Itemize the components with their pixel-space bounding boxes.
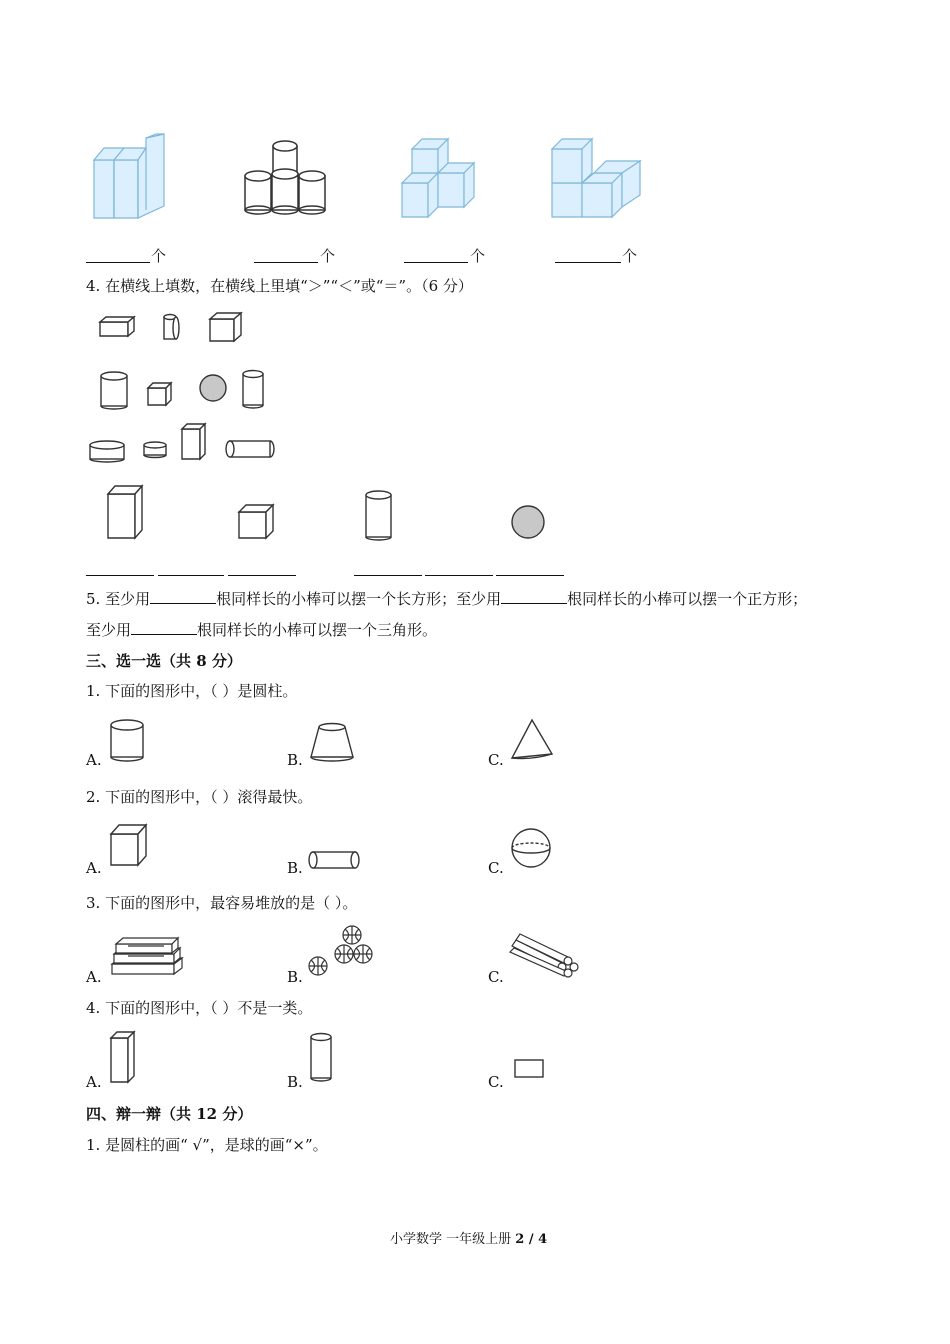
figure-cylinder-stack (243, 140, 333, 220)
q3-blank-3[interactable] (404, 262, 468, 263)
figure-cube-stack-4 (550, 135, 650, 220)
q4-blank-1[interactable] (86, 575, 154, 576)
q4-blank-6[interactable] (496, 575, 564, 576)
s3-q2-option-b[interactable]: B. (287, 859, 303, 877)
cylinder-icon (98, 370, 130, 410)
q5-part3-post: 根同样长的小棒可以摆一个三角形。 (197, 621, 438, 639)
s3-q1-text: 1. 下面的图形中，（ ）是圆柱。 (86, 682, 298, 700)
s3-q3-option-a[interactable]: A. (86, 968, 102, 986)
q4-question: 4. 在横线上填数，在横线上里填“＞”“＜”或“＝”。（6 分） (86, 277, 473, 295)
q5-blank-square[interactable] (501, 589, 567, 604)
q3-unit-3: 个 (470, 247, 486, 265)
q5-blank-triangle[interactable] (131, 620, 197, 635)
rectangle-icon (513, 1058, 545, 1080)
cuboid-icon (98, 316, 138, 338)
s3-q1-option-a[interactable]: A. (86, 751, 102, 769)
s4-q1-text: 1. 是圆柱的画“ √”，是球的画“×”。 (86, 1136, 328, 1154)
q4-blank-3[interactable] (228, 575, 296, 576)
s3-q2-option-c[interactable]: C. (488, 859, 504, 877)
cuboid-tall-icon (180, 423, 210, 463)
cylinder-big-icon (363, 489, 395, 541)
cube-icon (108, 822, 150, 868)
s3-q2-text: 2. 下面的图形中，（ ）滚得最快。 (86, 788, 313, 806)
stacked-books-icon (108, 934, 184, 978)
s3-q4-text: 4. 下面的图形中，（ ）不是一类。 (86, 999, 313, 1017)
footer-text: 小学数学 一年级上册 (390, 1232, 516, 1247)
section3-title: 三、选一选（共 8 分） (86, 652, 242, 670)
s3-q3-option-b[interactable]: B. (287, 968, 303, 986)
q4-blank-5[interactable] (425, 575, 493, 576)
s3-q4-option-a[interactable]: A. (86, 1073, 102, 1091)
cube-icon (208, 311, 244, 345)
cylinder-flat-small-icon (142, 440, 170, 460)
cylinder-tall-icon (240, 369, 266, 409)
cylinder-flat-icon (88, 439, 128, 465)
sphere-icon (510, 827, 554, 871)
cylinder-lying-icon (224, 438, 276, 462)
q3-unit-4: 个 (622, 247, 638, 265)
cuboid-big-icon (105, 484, 145, 542)
s3-q3-option-c[interactable]: C. (488, 968, 504, 986)
q5-line-1 (86, 589, 807, 609)
q5-blank-rectangle[interactable] (150, 589, 216, 604)
q4-blank-2[interactable] (158, 575, 224, 576)
cube-small-icon (146, 381, 174, 407)
s3-q3-text: 3. 下面的图形中，最容易堆放的是（ ）。 (86, 894, 358, 912)
q3-unit-2: 个 (320, 247, 336, 265)
cylinder-lying-icon (307, 849, 363, 873)
q3-unit-1: 个 (151, 247, 167, 265)
q5-part2-post: 根同样长的小棒可以摆一个正方形； (567, 590, 808, 608)
s3-q4-option-c[interactable]: C. (488, 1073, 504, 1091)
frustum-icon (307, 721, 357, 763)
page-footer (390, 1228, 547, 1247)
q5-part1-pre: 5. 至少用 (86, 590, 151, 608)
cylinder-tall-icon (308, 1032, 336, 1084)
cylinder-short-icon (160, 313, 184, 343)
q5-part3-pre: 至少用 (86, 621, 132, 639)
cuboid-tall-icon (108, 1030, 140, 1086)
s3-q1-option-c[interactable]: C. (488, 751, 504, 769)
figure-cube-stack-1 (90, 130, 170, 220)
figure-cube-stack-3 (398, 135, 488, 220)
cone-icon (508, 718, 558, 764)
cube-big-icon (236, 503, 276, 541)
s3-q1-option-b[interactable]: B. (287, 751, 303, 769)
section4-title: 四、辩一辩（共 12 分） (86, 1105, 253, 1123)
q5-line-2 (86, 620, 437, 640)
ball-big-icon (510, 504, 548, 542)
q5-part1-post: 根同样长的小棒可以摆一个长方形；至少用 (216, 590, 502, 608)
cylinder-icon (108, 718, 148, 762)
s3-q4-option-b[interactable]: B. (287, 1073, 303, 1091)
q3-blank-1[interactable] (86, 262, 150, 263)
logs-pile-icon (510, 930, 580, 978)
basketballs-icon (306, 924, 376, 980)
q3-blank-4[interactable] (555, 262, 621, 263)
s3-q2-option-a[interactable]: A. (86, 859, 102, 877)
q3-blank-2[interactable] (254, 262, 318, 263)
q4-blank-4[interactable] (354, 575, 422, 576)
page-number: 2 / 4 (515, 1232, 548, 1247)
ball-icon (198, 373, 230, 405)
